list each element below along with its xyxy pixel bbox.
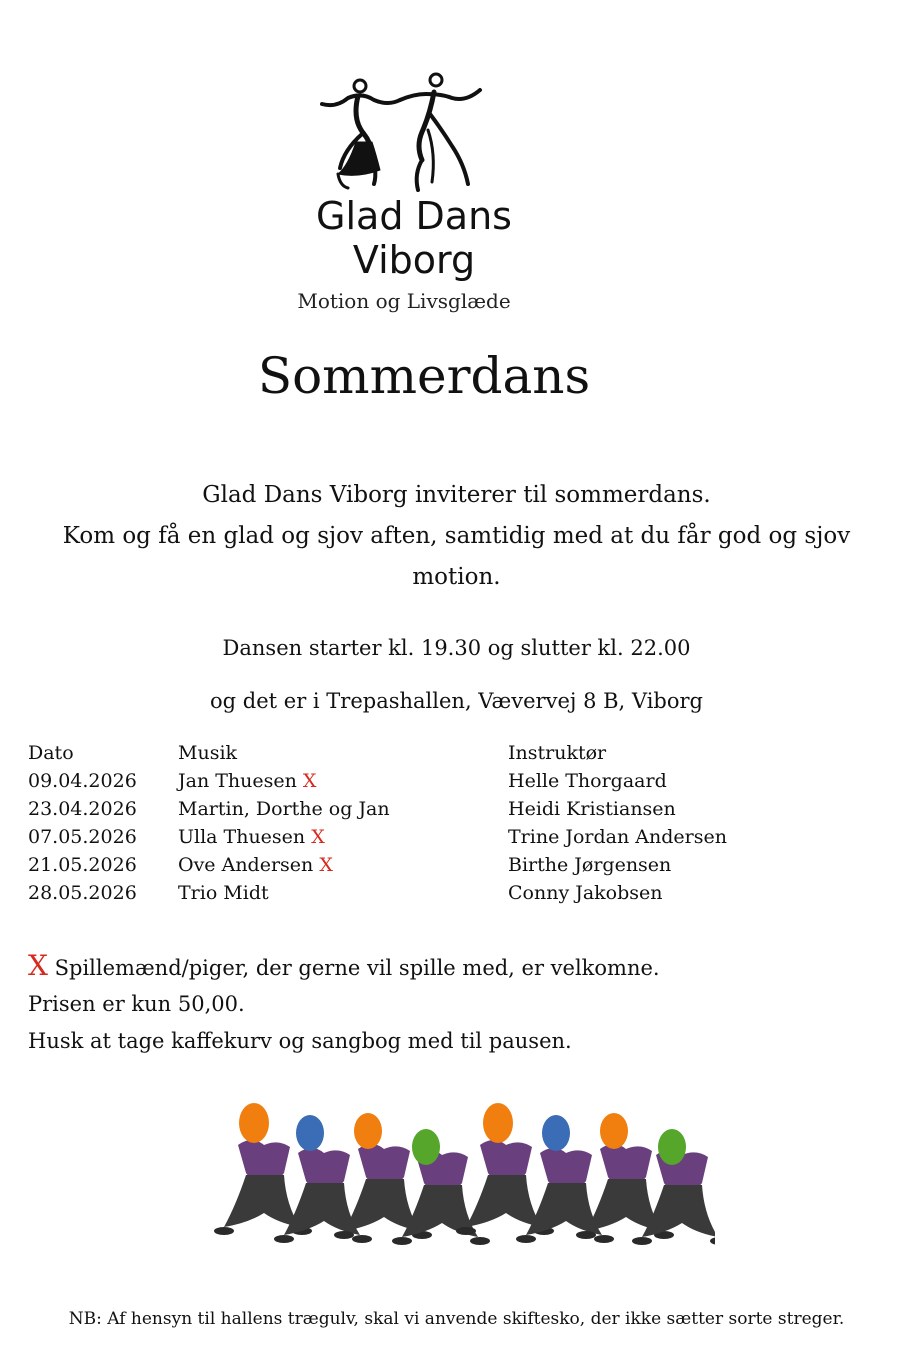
header-instructor: Instruktør (508, 742, 607, 764)
header-music: Musik (178, 742, 238, 764)
row-instructor: Heidi Kristiansen (508, 798, 676, 820)
dancing-figures-illustration-icon (210, 1095, 715, 1255)
musicians-welcome-mark: X (311, 826, 325, 848)
musicians-note (28, 949, 660, 982)
bring-note: Husk at tage kaffekurv og sangbog med til pausen. (28, 1029, 572, 1053)
header-date: Dato (28, 742, 74, 764)
musicians-welcome-mark: X (302, 770, 317, 792)
music-name: Martin, Dorthe og Jan (178, 798, 390, 820)
music-name: Jan Thuesen (178, 770, 297, 792)
logo-name-line1: Glad Dans (316, 194, 512, 238)
row-music (178, 795, 390, 823)
row-date: 07.05.2026 (28, 826, 137, 848)
time-info: Dansen starter kl. 19.30 og slutter kl. 22.00 (222, 636, 691, 660)
row-music (178, 823, 325, 851)
music-name: Ulla Thuesen (178, 826, 306, 848)
logo-name-line2: Viborg (352, 238, 476, 282)
location-info: og det er i Trepashallen, Vævervej 8 B, Viborg (210, 689, 703, 713)
intro-line-2: Kom og få en glad og sjov aften, samtidig med at du får god og sjov (62, 523, 851, 549)
intro-line-3: motion. (412, 564, 501, 590)
row-music (178, 851, 333, 879)
footer-note: NB: Af hensyn til hallens trægulv, skal vi anvende skiftesko, der ikke sætter sorte streger. (68, 1309, 845, 1329)
logo-tagline: Motion og Livsglæde (297, 289, 511, 313)
row-music (178, 879, 269, 907)
row-date: 09.04.2026 (28, 770, 137, 792)
two-dancers-logo-icon (318, 70, 484, 194)
musicians-welcome-mark: X (319, 854, 333, 876)
musicians-mark: X (28, 949, 48, 982)
row-instructor: Birthe Jørgensen (508, 854, 672, 876)
music-name: Trio Midt (178, 882, 269, 904)
row-instructor: Conny Jakobsen (508, 882, 663, 904)
musicians-note-text: Spillemænd/piger, der gerne vil spille med, er velkomne. (54, 956, 660, 980)
price-note: Prisen er kun 50,00. (28, 992, 245, 1016)
row-instructor: Trine Jordan Andersen (508, 826, 727, 848)
row-music (178, 767, 316, 795)
intro-line-1: Glad Dans Viborg inviterer til sommerdans. (202, 482, 711, 508)
music-name: Ove Andersen (178, 854, 314, 876)
row-date: 23.04.2026 (28, 798, 137, 820)
row-date: 28.05.2026 (28, 882, 137, 904)
row-instructor: Helle Thorgaard (508, 770, 667, 792)
page-title: Sommerdans (257, 347, 591, 405)
row-date: 21.05.2026 (28, 854, 137, 876)
